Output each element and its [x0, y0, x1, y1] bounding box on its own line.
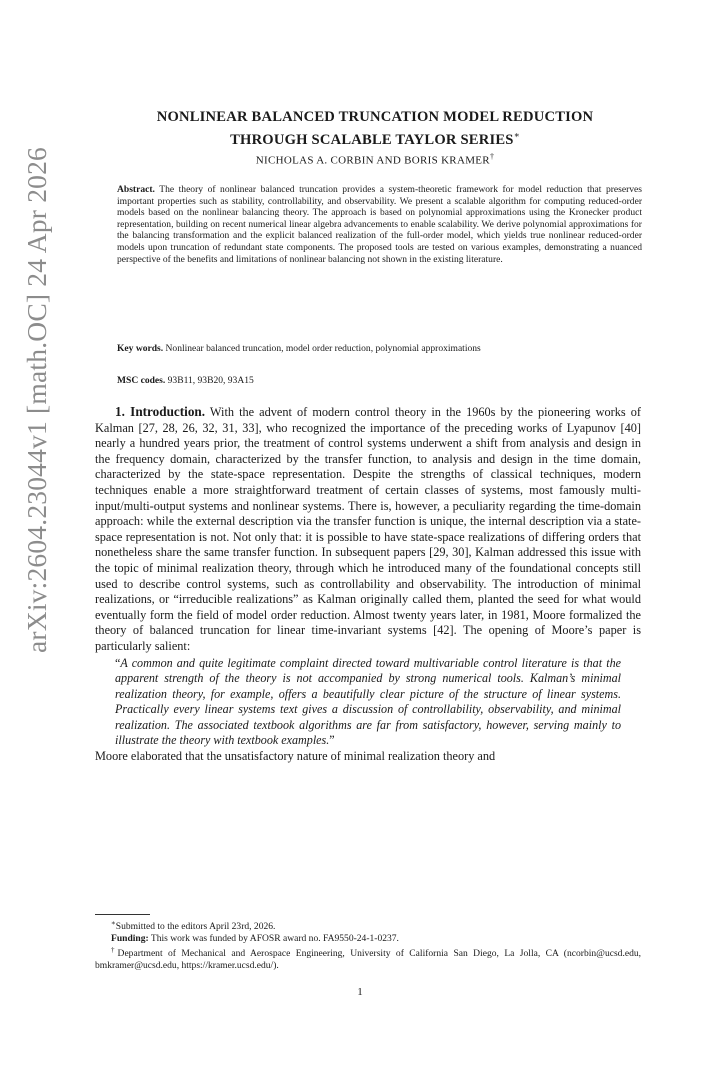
footnote-submitted-mark: ∗ [111, 919, 116, 927]
moore-quote [95, 656, 641, 750]
footnote-funding-label: Funding: [111, 932, 149, 944]
quote-open-mark: “ [115, 655, 121, 670]
msc-text: 93B11, 93B20, 93A15 [167, 375, 254, 386]
footnote-affiliation-mark: † [111, 945, 118, 954]
footnote-rule [95, 914, 150, 915]
footnotes [95, 918, 641, 972]
footnote-funding-text: This work was funded by AFOSR award no. FA9550-24-1-0237. [150, 932, 399, 944]
keywords-label: Key words. [117, 343, 164, 354]
title-line-2-text: THROUGH SCALABLE TAYLOR SERIES [230, 131, 514, 148]
arxiv-identifier: arXiv:2604.23044v1 [math.OC] 24 Apr 2026 [21, 146, 52, 654]
arxiv-sidebar [6, 130, 68, 670]
title-footnote-mark: ∗ [513, 130, 520, 140]
section-heading: 1. Introduction. [115, 404, 206, 419]
abstract-label: Abstract. [117, 184, 155, 195]
footnote-submitted [95, 918, 641, 933]
intro-paragraph-text: With the advent of modern control theory in the 1960s by the pioneering works of Kalman [27, 28, 26, 32, 31, 33], who recognized the importance of the preceding works of Lyapunov [40] nearly a hundred years prior, the treatment of control systems underwent a shift from analysis and design in the frequency domain, characterized by the transfer function, to analysis and design in the time domain, characterized by the state-space representation. Despite the strengths of classical techniques, modern techniques enable a more straightforward treatment of certain classes of systems, most famously multi-input/multi-output systems and nonlinear systems. There is, however, a peculiarity regarding the time-domain approach: while the external description via the transfer function is unique, the internal description via a state-space representation is not. Not only that: it is possible to have state-space realizations of differing orders that nonetheless share the same transfer function. In subsequent papers [29, 30], Kalman addressed this issue with the topic of minimal realization theory, through which he introduced many of the foundational concepts still used to describe control systems, such as controllability and observability. The introduction of minimal realizations, or “irreducible realizations” as Kalman originally called them, planted the seed for what would eventually form the field of model order reduction. Almost twenty years later, in 1981, Moore formalized the theory of balanced truncation for linear time-invariant systems [42]. The opening of Moore’s paper is particularly salient: [95, 405, 642, 653]
author-names: NICHOLAS A. CORBIN AND BORIS KRAMER [255, 154, 490, 167]
msc-codes [117, 375, 642, 387]
abstract [117, 184, 642, 265]
author-list [95, 152, 655, 167]
title-line-1: NONLINEAR BALANCED TRUNCATION MODEL REDUCTION [156, 109, 594, 125]
abstract-text: The theory of nonlinear balanced truncation provides a system-theoretic framework for model reduction that preserves important properties such as stability, controllability, and observability. We present a scalable algorithm for computing reduced-order models based on the nonlinear balancing theory. The approach is based on polynomial approximations using the Kronecker product representation, building on recent numerical linear algebra advancements to enable scalability. We derive polynomial approximations for the balancing transformation and the explicit balanced realization of the full-order model, which yields true nonlinear reduced-order models upon truncation of redundant state components. The proposed tools are tested on various examples, demonstrating a nuanced perspective of the benefits and limitations of nonlinear balancing not shown in the existing literature. [117, 184, 642, 265]
introduction-section [95, 404, 641, 765]
footnote-funding [95, 933, 641, 945]
keywords-text: Nonlinear balanced truncation, model order reduction, polynomial approximations [165, 343, 481, 354]
footnote-affiliation [95, 945, 641, 972]
title-line-2 [95, 126, 655, 149]
page-number: 1 [357, 986, 363, 998]
footnote-submitted-text: Submitted to the editors April 23rd, 2026. [115, 921, 276, 933]
intro-paragraph [95, 404, 641, 655]
footnote-affiliation-text: Department of Mechanical and Aerospace Engineering, University of California San Diego, La Jolla, CA (ncorbin@ucsd.edu, bmkramer@ucsd.edu, https://kramer.ucsd.edu/). [95, 947, 641, 971]
msc-label: MSC codes. [117, 375, 166, 386]
after-quote-text: Moore elaborated that the unsatisfactory nature of minimal realization theory and [95, 749, 496, 764]
keywords [117, 343, 642, 355]
quote-text: A common and quite legitimate complaint directed toward multivariable control literature is that the apparent strength of the theory is not accompanied by strong numerical tools. Kalman’s minimal realization theory, for example, offers a beautifully clear picture of the structure of linear systems. Practically every linear systems text gives a discussion of controllability, observability, and minimal realization. The associated textbook algorithms are far from satisfactory, however, serving mainly to illustrate the theory with textbook examples. [115, 655, 621, 748]
author-footnote-mark: † [489, 152, 495, 161]
paper-title [95, 108, 655, 149]
quote-close-mark: ” [329, 733, 335, 748]
